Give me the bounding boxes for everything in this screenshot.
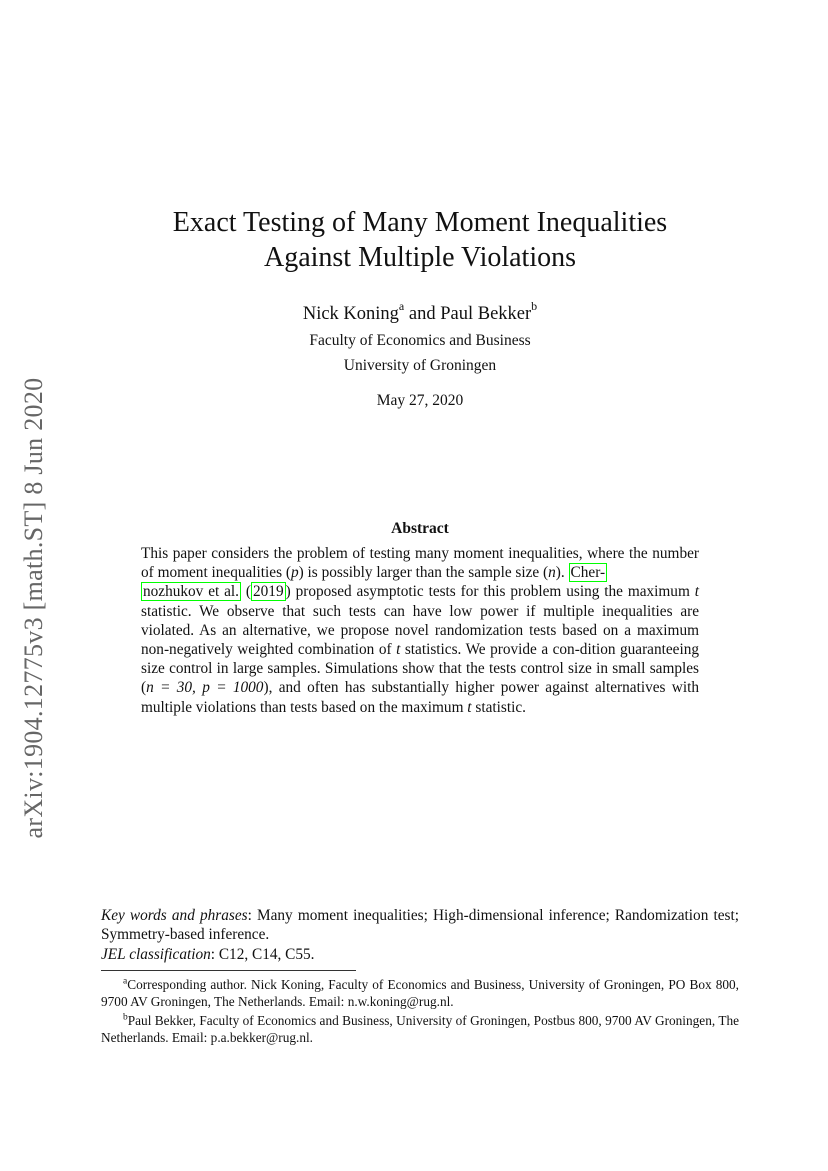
math-symbol: p <box>290 564 299 582</box>
jel-codes: : C12, C14, C55. <box>210 946 315 963</box>
publication-date: May 27, 2020 <box>376 392 464 409</box>
footnotes <box>101 976 739 1046</box>
jel-classification <box>101 945 314 964</box>
keywords-text: : Many moment inequalities; High-dimensional inference; Randomization test; Symmetry-based inference. <box>101 907 739 943</box>
author-name: Nick Koning <box>302 304 399 324</box>
affiliation-university: University of Groningen <box>343 357 497 374</box>
abstract-body: This paper considers the problem of testing many moment inequalities, where the number of moment inequalities (p) is possibly larger than the sample size (n). Cher- nozhukov et al. ( 2019 ) proposed asymptotic tests for this problem using the maximum t statistic. We observe that such tests can have low power if multiple inequalities are violated. As an alternative, we propose novel randomization tests based on a maximum non-negatively weighted combination of t statistics. We provide a con-dition guaranteeing size control in large samples. Simulations show that the tests control size in small samples (n = 30, p = 1000), and often has substantially higher power against alternatives with multiple violations than tests based on the maximum t statistic. <box>141 545 700 716</box>
keywords <box>101 906 739 944</box>
footnote-mark: b <box>123 1012 128 1023</box>
citation-link-author[interactable]: nozhukov et al. <box>143 583 240 601</box>
citation-link-author[interactable]: Cher- <box>570 564 606 582</box>
abstract-text: statistic. <box>471 698 526 716</box>
citation-link-year[interactable]: 2019 <box>253 583 284 601</box>
math-symbol: t <box>396 641 401 659</box>
footnote-divider <box>101 970 356 971</box>
footnote-mark: a <box>123 976 128 987</box>
math-symbol: n <box>548 564 556 582</box>
simulation-parameters: n = 30, p = 1000 <box>146 679 264 697</box>
author-footnote-mark: b <box>531 298 538 313</box>
author-name: Paul Bekker <box>440 304 532 324</box>
abstract-text: ). <box>555 564 569 582</box>
footnote <box>101 1012 739 1046</box>
author-list <box>0 298 828 326</box>
author-conjunction: and <box>404 304 441 324</box>
math-symbol: t <box>694 583 699 601</box>
affiliation-faculty: Faculty of Economics and Business <box>309 332 531 349</box>
abstract-text: ), and often has substantially higher power against alternatives with multiple violations than tests based on the maximum <box>141 679 700 716</box>
footnote-text: Paul Bekker, Faculty of Economics and Business, University of Groningen, Postbus 800, 9700 AV Groningen, The Netherlands. Email: p.a.bekker@rug.nl. <box>101 1013 739 1045</box>
abstract-text: ) is possibly larger than the sample size ( <box>298 564 549 582</box>
abstract-text: proposed asymptotic tests for this problem using the maximum <box>290 583 695 601</box>
abstract-text: statistics. We provide a con-dition guaranteeing size control in large samples. Simulations show that the tests control size in small samples ( <box>141 641 699 697</box>
footnote-text: Corresponding author. Nick Koning, Faculty of Economics and Business, University of Groningen, PO Box 800, 9700 AV Groningen, The Netherlands. Email: n.w.koning@rug.nl. <box>101 977 739 1009</box>
arxiv-identifier-stamp: arXiv:1904.12775v3 [math.ST] 8 Jun 2020 <box>19 377 48 839</box>
author-footnote-mark: a <box>398 298 405 313</box>
footnote <box>101 976 739 1010</box>
jel-label: JEL classification <box>101 946 211 963</box>
abstract-text: statistic. We observe that such tests can have low power if multiple inequalities are violated. As an alternative, we propose novel randomization tests based on a maximum non-negatively weighted combination of <box>141 602 699 659</box>
math-symbol: t <box>467 698 472 716</box>
abstract-text: This paper considers the problem of testing many moment inequalities, where the number of moment inequalities ( <box>141 545 699 582</box>
title-line-1: Exact Testing of Many Moment Inequalities <box>172 207 668 238</box>
abstract-heading: Abstract <box>391 520 449 537</box>
title-line-2: Against Multiple Violations <box>263 242 577 273</box>
keywords-label: Key words and phrases <box>101 907 248 924</box>
paper-title <box>0 205 828 275</box>
